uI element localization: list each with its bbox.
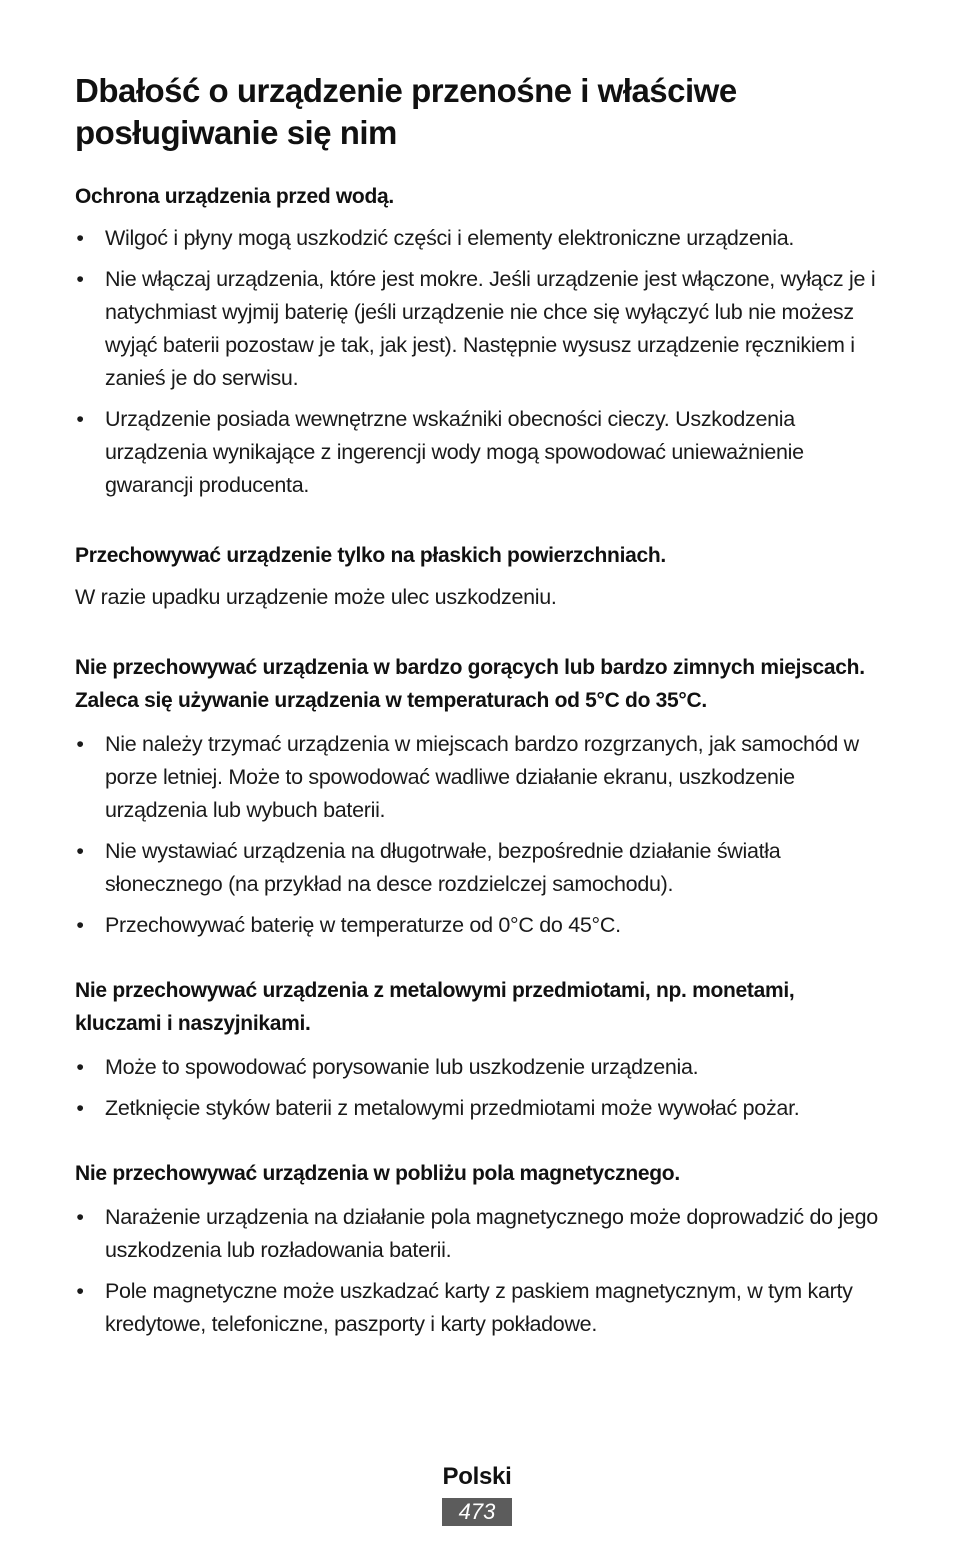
list-item (75, 909, 885, 942)
language-label: Polski (442, 1463, 512, 1490)
bullet-icon: • (76, 226, 84, 250)
list-item-text: Narażenie urządzenia na działanie pola magnetycznego może doprowadzić do jego uszkodzenia lub rozładowania baterii. (105, 1205, 878, 1262)
bullet-list (75, 1051, 885, 1125)
section-heading: Nie przechowywać urządzenia w bardzo gorących lub bardzo zimnych miejscach. Zaleca się używanie urządzenia w temperaturach od 5°C do 35°C. (75, 656, 865, 712)
page-number-badge: 473 (442, 1498, 512, 1526)
section-metal-objects (75, 974, 885, 1125)
bullet-icon: • (76, 732, 84, 756)
section-water-protection (75, 180, 885, 502)
list-item-text: Nie włączaj urządzenia, które jest mokre. Jeśli urządzenie jest włączone, wyłącz je i natychmiast wyjmij baterię (jeśli urządzenie nie chce się wyłączyć lub nie możesz wyjąć baterii pozostaw je tak, jak jest). Następnie wysusz urządzenie ręcznikiem i zanieś je do serwisu. (105, 267, 876, 390)
section-heading: Ochrona urządzenia przed wodą. (75, 185, 394, 208)
list-item (75, 403, 885, 502)
list-item (75, 263, 885, 395)
bullet-list (75, 728, 885, 942)
bullet-icon: • (76, 1279, 84, 1303)
list-item (75, 1092, 885, 1125)
list-item-text: Przechowywać baterię w temperaturze od 0°C do 45°C. (105, 913, 621, 937)
section-magnetic-field (75, 1157, 885, 1341)
list-item-text: Nie wystawiać urządzenia na długotrwałe, bezpośrednie działanie światła słonecznego (na przykład na desce rozdzielczej samochodu). (105, 839, 781, 896)
document-page (75, 70, 885, 1349)
bullet-icon: • (76, 1096, 84, 1120)
section-heading: Przechowywać urządzenie tylko na płaskich powierzchniach. (75, 544, 666, 567)
page-footer (0, 1462, 954, 1526)
page-title: Dbałość o urządzenie przenośne i właściwe posługiwanie się nim (75, 72, 737, 151)
section-heading: Nie przechowywać urządzenia z metalowymi przedmiotami, np. monetami, kluczami i naszyjnikami. (75, 979, 795, 1035)
bullet-icon: • (76, 839, 84, 863)
bullet-icon: • (76, 267, 84, 291)
list-item (75, 728, 885, 827)
section-paragraph: W razie upadku urządzenie może ulec uszkodzeniu. (75, 585, 557, 609)
list-item-text: Wilgoć i płyny mogą uszkodzić części i elementy elektroniczne urządzenia. (105, 226, 795, 250)
bullet-icon: • (76, 913, 84, 937)
list-item (75, 1275, 885, 1341)
list-item (75, 1051, 885, 1084)
list-item-text: Może to spowodować porysowanie lub uszkodzenie urządzenia. (105, 1055, 699, 1079)
bullet-icon: • (76, 407, 84, 431)
list-item (75, 222, 885, 255)
bullet-icon: • (76, 1205, 84, 1229)
list-item-text: Nie należy trzymać urządzenia w miejscach bardzo rozgrzanych, jak samochód w porze letniej. Może to spowodować wadliwe działanie ekranu, uszkodzenie urządzenia lub wybuch baterii. (105, 732, 859, 822)
bullet-list (75, 222, 885, 502)
list-item-text: Urządzenie posiada wewnętrzne wskaźniki obecności cieczy. Uszkodzenia urządzenia wynikające z ingerencji wody mogą spowodować unieważnienie gwarancji producenta. (105, 407, 804, 497)
list-item (75, 835, 885, 901)
list-item-text: Pole magnetyczne może uszkadzać karty z paskiem magnetycznym, w tym karty kredytowe, telefoniczne, paszporty i karty pokładowe. (105, 1279, 853, 1336)
section-flat-surfaces (75, 539, 885, 614)
bullet-list (75, 1201, 885, 1341)
bullet-icon: • (76, 1055, 84, 1079)
section-temperature (75, 651, 885, 942)
list-item (75, 1201, 885, 1267)
section-heading: Nie przechowywać urządzenia w pobliżu pola magnetycznego. (75, 1162, 680, 1185)
list-item-text: Zetknięcie styków baterii z metalowymi przedmiotami może wywołać pożar. (105, 1096, 800, 1120)
